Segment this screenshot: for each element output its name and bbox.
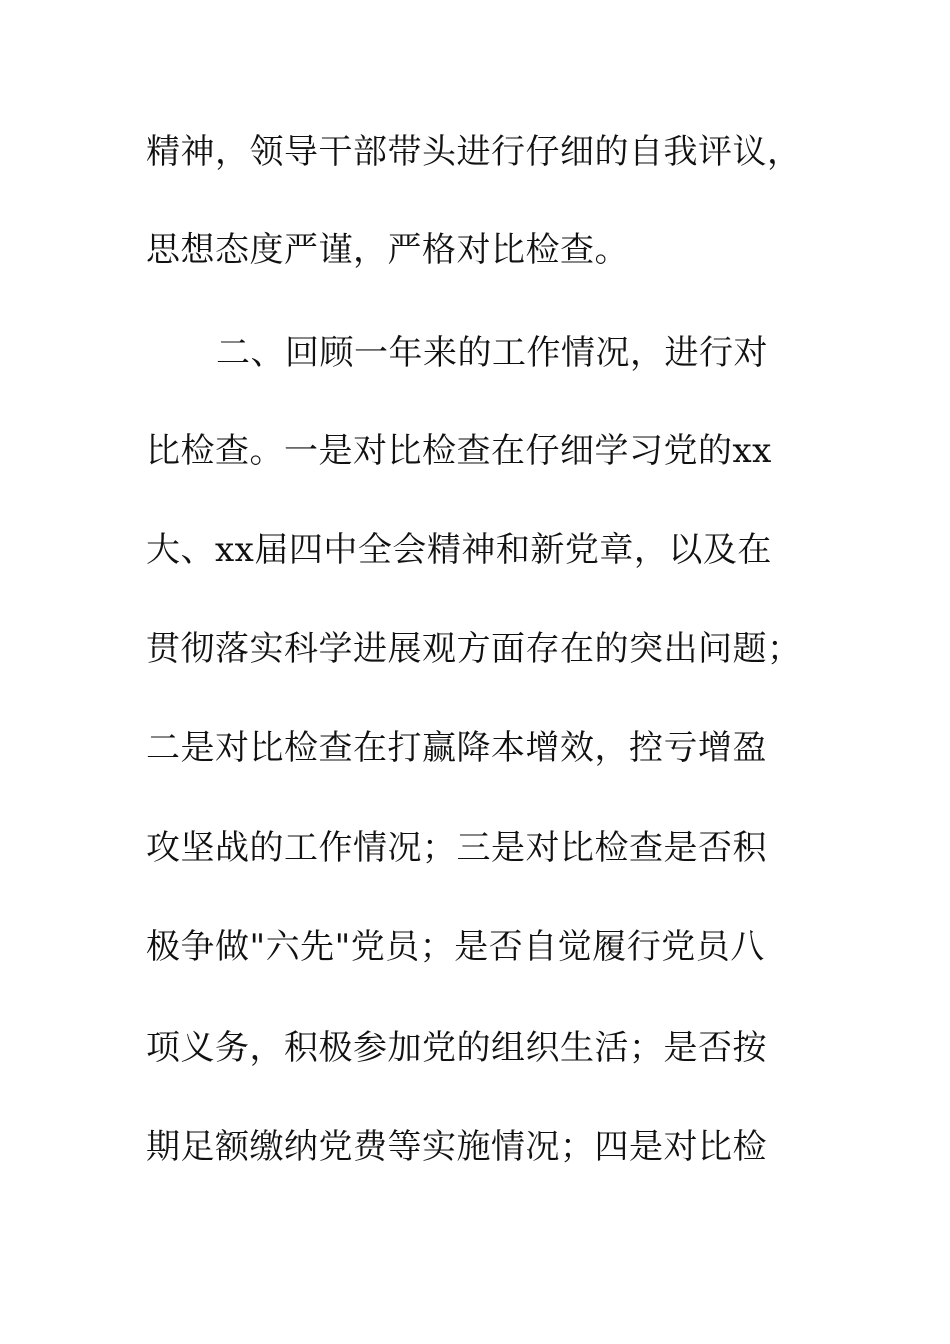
text-line-11: 期足额缴纳党费等实施情况；四是对比检 <box>146 1127 767 1167</box>
text-line-5: 大、xx届四中全会精神和新党章，以及在 <box>146 530 772 570</box>
text-line-4: 比检查。一是对比检查在仔细学习党的xx <box>146 431 772 471</box>
text-line-9: 极争做"六先"党员；是否自觉履行党员八 <box>146 927 765 967</box>
text-line-3: 二、回顾一年来的工作情况，进行对 <box>216 333 768 373</box>
text-line-7: 二是对比检查在打赢降本增效，控亏增盈 <box>146 728 767 768</box>
text-line-2: 思想态度严谨，严格对比检查。 <box>146 230 629 270</box>
text-line-8: 攻坚战的工作情况；三是对比检查是否积 <box>146 828 767 868</box>
text-line-6: 贯彻落实科学进展观方面存在的突出问题； <box>146 629 802 669</box>
text-line-10: 项义务，积极参加党的组织生活；是否按 <box>146 1028 767 1068</box>
text-line-1: 精神，领导干部带头进行仔细的自我评议， <box>146 132 802 172</box>
